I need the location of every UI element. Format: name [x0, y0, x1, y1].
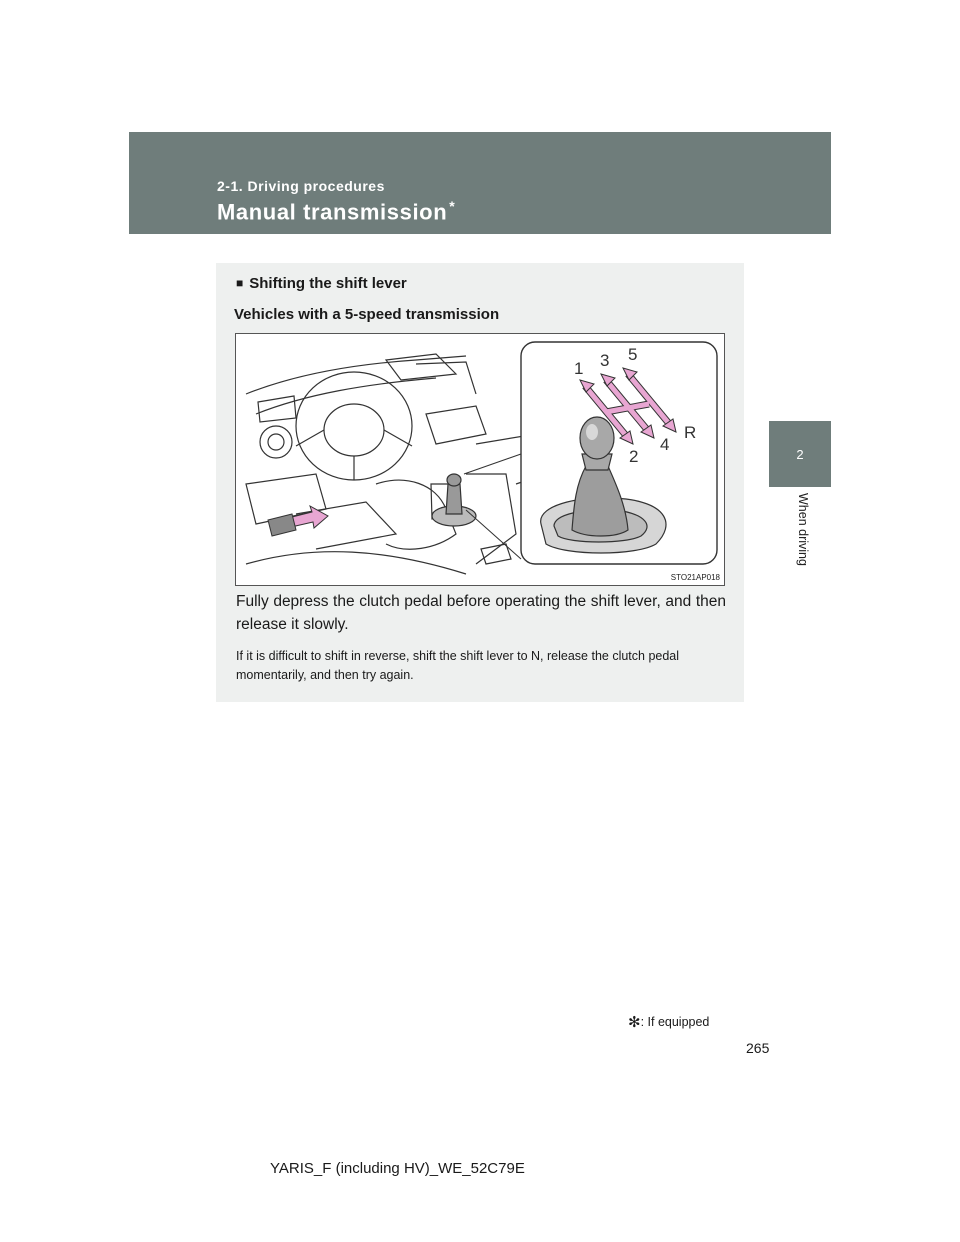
gear-label-5: 5: [628, 345, 638, 364]
chapter-tab: [769, 421, 831, 487]
shift-lever-illustration: [235, 333, 725, 586]
page-title: [217, 198, 455, 225]
note-text: If it is difficult to shift in reverse, shift the shift lever to N, release the clutch pedal momentarily, and then try again.: [236, 649, 680, 682]
topic-heading: [236, 275, 407, 292]
section-label: 2-1. Driving procedures: [217, 178, 385, 194]
gear-label-1: 1: [574, 359, 584, 378]
content-box: [216, 263, 744, 702]
footnote: [628, 1013, 709, 1031]
gear-label-2: 2: [629, 447, 639, 466]
header-band: [129, 132, 831, 234]
scene-shift-lever: [432, 474, 476, 526]
subheading: Vehicles with a 5-speed transmission: [234, 306, 500, 323]
footer-code: YARIS_F (including HV)_WE_52C79E: [270, 1160, 525, 1177]
gear-label-4: 4: [660, 435, 670, 454]
topic-heading-text: Shifting the shift lever: [249, 275, 407, 292]
figure-code: STO21AP018: [670, 573, 720, 582]
page-number: 265: [746, 1040, 770, 1056]
gear-label-r: R: [684, 423, 697, 442]
equipped-marker: *: [449, 198, 456, 214]
square-bullet-icon: ■: [236, 276, 244, 290]
chapter-label: When driving: [796, 493, 810, 566]
page-title-text: Manual transmission: [217, 199, 448, 225]
footnote-text: : If equipped: [640, 1015, 710, 1029]
main-instruction: Fully depress the clutch pedal before operating the shift lever, and then release it slowly.: [236, 593, 726, 633]
asterisk-icon: ✻: [628, 1014, 641, 1031]
chapter-number: 2: [796, 447, 804, 462]
gear-label-3: 3: [600, 351, 610, 370]
